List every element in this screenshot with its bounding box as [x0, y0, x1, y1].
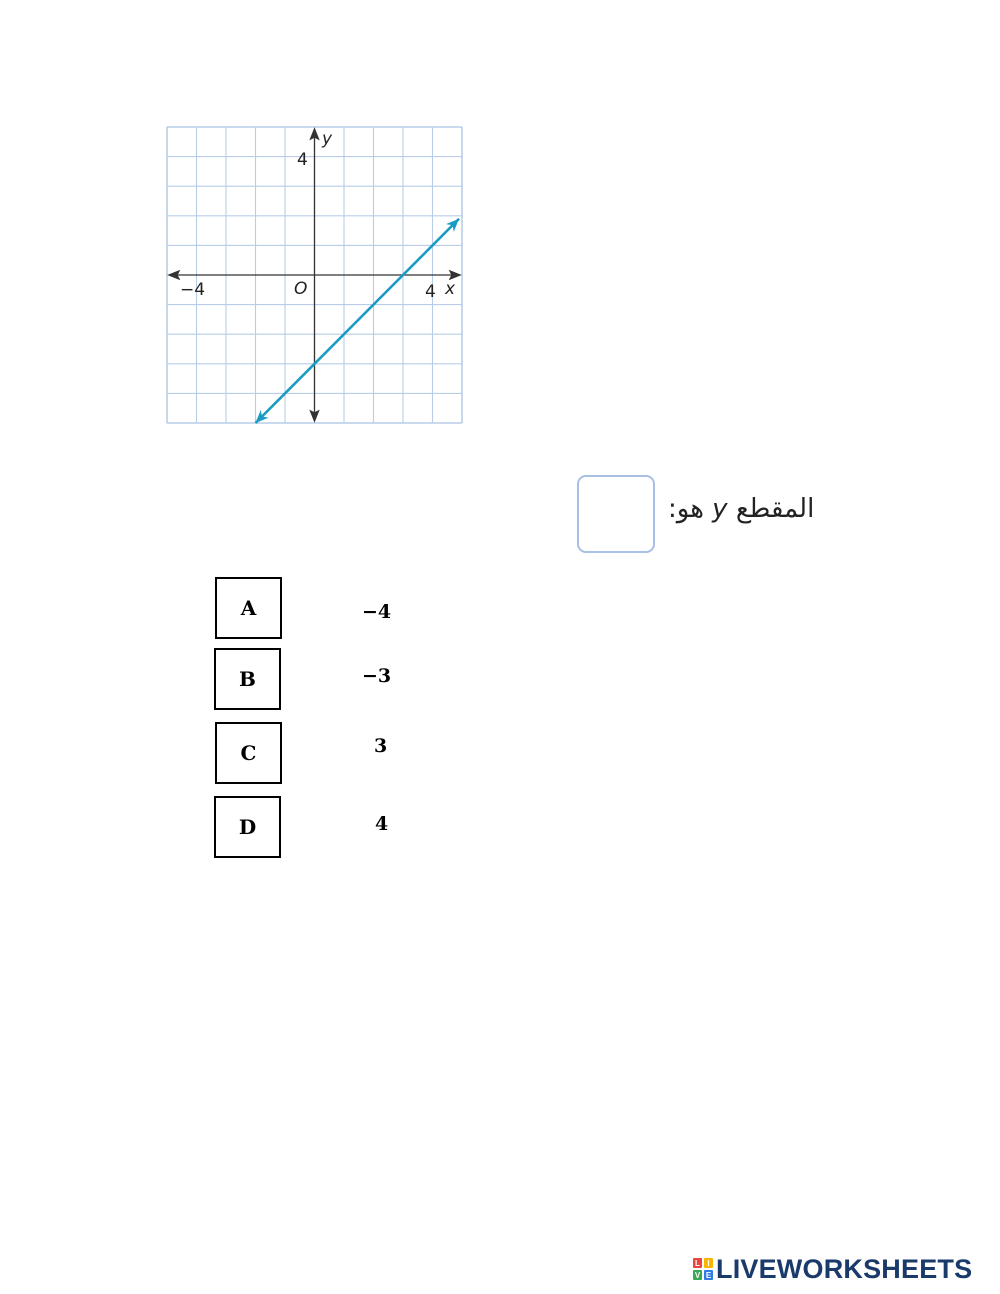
option-d-value: 4: [375, 813, 389, 835]
svg-text:L: L: [695, 1259, 700, 1268]
question-prefix: المقطع: [735, 494, 815, 524]
tick-label-x-neg: −4: [180, 280, 206, 300]
option-a-value: −4: [362, 601, 392, 623]
x-axis-label: x: [445, 279, 456, 299]
option-d-box[interactable]: D: [214, 796, 281, 858]
option-b-box[interactable]: B: [214, 648, 281, 710]
svg-text:I: I: [707, 1259, 710, 1268]
line-segment: [256, 219, 460, 423]
y-axis-arrow-up: [311, 129, 319, 139]
x-axis-arrow-left: [169, 271, 179, 279]
x-axis-arrow-right: [450, 271, 460, 279]
axes: [169, 129, 460, 421]
question-variable: y: [712, 494, 728, 524]
question-text: [668, 494, 814, 524]
answer-drop-box[interactable]: [577, 475, 655, 553]
option-c-box[interactable]: C: [215, 722, 282, 784]
origin-label: O: [294, 279, 308, 299]
y-axis-arrow-down: [311, 411, 319, 421]
liveworksheets-wordmark: LIVEWORKSHEETS: [716, 1254, 973, 1284]
coordinate-graph: [166, 126, 463, 424]
tick-label-x-pos: 4: [425, 282, 436, 302]
tick-label-y-pos: 4: [297, 150, 308, 170]
liveworksheets-logo: [692, 1256, 972, 1282]
y-axis-label: y: [322, 129, 333, 149]
option-a-box[interactable]: A: [215, 577, 282, 639]
option-c-value: 3: [374, 735, 388, 757]
liveworksheets-icon: [692, 1257, 714, 1281]
option-b-value: −3: [362, 665, 392, 687]
question-suffix: هو:: [668, 494, 704, 524]
svg-text:V: V: [694, 1271, 701, 1280]
plotted-line: [256, 219, 460, 423]
svg-text:E: E: [705, 1271, 712, 1280]
